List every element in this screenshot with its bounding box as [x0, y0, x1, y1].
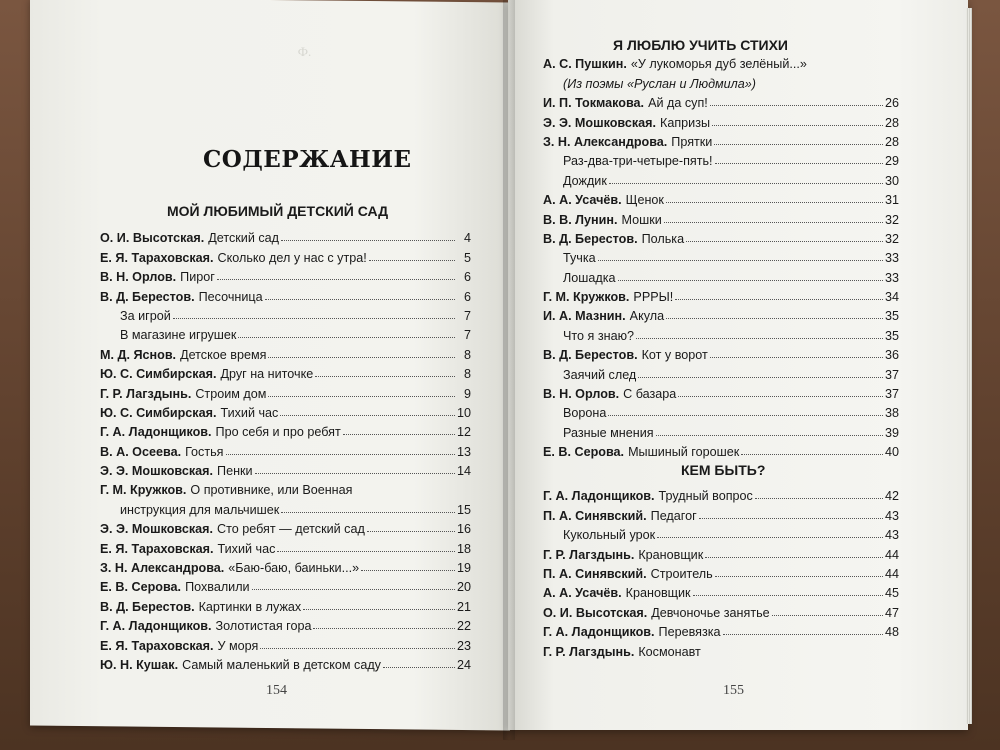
toc-page-number: 4	[463, 231, 471, 246]
dot-leader	[280, 415, 455, 416]
toc-title: Крановщик	[625, 586, 691, 601]
toc-author: А. А. Усачёв.	[543, 193, 622, 208]
dot-leader	[598, 260, 883, 261]
toc-page-number: 7	[463, 328, 471, 343]
toc-author: Г. Р. Лагздынь.	[543, 547, 635, 562]
toc-entry	[543, 562, 899, 581]
toc-entry	[543, 420, 899, 439]
toc-title: Картинки в лужах	[198, 599, 302, 614]
dot-leader	[618, 280, 883, 281]
dot-leader	[656, 435, 883, 436]
toc-title: «Баю-баю, баиньки...»	[228, 561, 360, 576]
toc-page-number: 35	[884, 309, 899, 324]
toc-page-number: 44	[884, 547, 899, 562]
toc-page-number: 44	[884, 566, 899, 581]
dot-leader	[383, 667, 455, 668]
toc-entry	[543, 304, 899, 323]
page-edges	[966, 8, 972, 724]
page-number-right: 155	[723, 683, 744, 698]
toc-page-number: 43	[884, 508, 899, 523]
toc-entry	[543, 265, 899, 284]
toc-author: Г. А. Ладонщиков.	[100, 425, 212, 440]
dot-leader	[715, 163, 883, 164]
toc-title: Самый маленький в детском саду	[182, 657, 381, 672]
toc-title: Сто ребят — детский сад	[217, 522, 365, 537]
toc-page-number: 16	[456, 522, 471, 537]
toc-entry	[100, 556, 471, 575]
toc-entry	[100, 245, 471, 264]
dot-leader	[772, 615, 883, 616]
dot-leader	[693, 595, 883, 596]
toc-page-number: 43	[884, 528, 899, 543]
toc-entry	[543, 168, 899, 187]
toc-title: Капризы	[660, 115, 711, 130]
toc-title: В магазине игрушек	[120, 328, 237, 343]
page-title: СОДЕРЖАНИЕ	[203, 146, 412, 173]
toc-title: Ворона	[563, 406, 607, 421]
toc-page-number: 6	[463, 270, 471, 285]
toc-page-number: 21	[456, 599, 471, 614]
toc-entry	[543, 484, 899, 503]
toc-page-number: 36	[884, 348, 899, 363]
toc-author: О. И. Высотская.	[100, 231, 205, 246]
toc-title: У моря	[217, 638, 259, 653]
toc-title: Лошадка	[563, 270, 616, 285]
dot-leader	[715, 576, 883, 577]
toc-title: Разные мнения	[563, 425, 654, 440]
toc-title: Кот у ворот	[641, 348, 708, 363]
dot-leader	[741, 454, 883, 455]
toc-page-number: 28	[884, 134, 899, 149]
toc-entry	[100, 633, 471, 652]
dot-leader	[226, 454, 455, 455]
toc-title: Мошки	[621, 212, 662, 227]
dot-leader	[277, 551, 455, 552]
section-title-who-to-be: КЕМ БЫТЬ?	[681, 462, 766, 478]
toc-page-number: 19	[456, 561, 471, 576]
toc-author: Г. Р. Лагздынь.	[543, 644, 635, 659]
toc-author: М. Д. Яснов.	[100, 347, 177, 362]
toc-entry	[543, 246, 899, 265]
toc-page-number: 20	[456, 580, 471, 595]
toc-entry	[543, 581, 899, 600]
dot-leader	[710, 357, 883, 358]
toc-entry	[543, 542, 899, 561]
book-spine	[503, 0, 515, 740]
toc-entry	[100, 265, 471, 284]
toc-entry	[100, 594, 471, 613]
toc-author: В. Д. Берестов.	[543, 348, 638, 363]
dot-leader	[666, 202, 883, 203]
toc-entry	[100, 342, 471, 361]
toc-author: Ю. С. Симбирская.	[100, 405, 217, 420]
toc-title: Похвалили	[185, 580, 250, 595]
toc-title: С базара	[623, 387, 677, 402]
toc-title: Космонавт	[638, 644, 701, 659]
toc-author: О. И. Высотская.	[543, 605, 648, 620]
toc-title: Трудный вопрос	[658, 489, 753, 504]
toc-page-number: 38	[884, 406, 899, 421]
toc-author: И. А. Мазнин.	[543, 309, 626, 324]
toc-title: Строитель	[650, 566, 713, 581]
toc-title: Заячий след	[563, 367, 637, 382]
toc-author: А. А. Усачёв.	[543, 586, 622, 601]
toc-page-number: 28	[884, 115, 899, 130]
toc-page-number: 13	[456, 444, 471, 459]
dot-leader	[678, 396, 883, 397]
toc-page-number: 31	[884, 193, 899, 208]
toc-entry	[543, 188, 899, 207]
dot-leader	[173, 318, 455, 319]
toc-title: Пенки	[217, 464, 253, 479]
dot-leader	[609, 183, 883, 184]
dot-leader	[260, 648, 455, 649]
toc-author: В. Д. Берестов.	[100, 289, 195, 304]
toc-title: Перевязка	[658, 625, 721, 640]
toc-page-number: 32	[884, 212, 899, 227]
toc-entry	[100, 226, 471, 245]
toc-title: Девчоночье занятье	[651, 605, 770, 620]
toc-page-number: 7	[463, 308, 471, 323]
toc-title: Про себя и про ребят	[215, 425, 341, 440]
toc-entry	[543, 620, 899, 639]
toc-entry	[543, 130, 899, 149]
dot-leader	[315, 376, 455, 377]
toc-entry	[100, 478, 471, 497]
toc-page-number: 10	[456, 405, 471, 420]
dot-leader	[361, 570, 455, 571]
toc-entry	[543, 149, 899, 168]
toc-page-number: 9	[463, 386, 471, 401]
toc-entry	[543, 52, 899, 71]
toc-entry	[100, 362, 471, 381]
toc-entry	[543, 71, 899, 90]
toc-title: Друг на ниточке	[220, 367, 314, 382]
toc-author: Е. В. Серова.	[100, 580, 182, 595]
toc-page-number: 39	[884, 425, 899, 440]
toc-entry	[543, 91, 899, 110]
dot-leader	[712, 125, 883, 126]
toc-page-number: 35	[884, 328, 899, 343]
toc-title: РРРЫ!	[633, 290, 674, 305]
dot-leader	[255, 473, 455, 474]
dot-leader	[252, 589, 455, 590]
toc-author: А. С. Пушкин.	[543, 57, 627, 72]
toc-page-number: 33	[884, 251, 899, 266]
dot-leader	[238, 337, 455, 338]
toc-page-number: 30	[884, 173, 899, 188]
toc-page-number: 42	[884, 489, 899, 504]
toc-author: И. П. Токмакова.	[543, 96, 645, 111]
toc-entry	[100, 614, 471, 633]
dot-leader	[675, 299, 883, 300]
dot-leader	[664, 222, 883, 223]
dot-leader	[217, 279, 455, 280]
toc-author: Г. А. Ладонщиков.	[543, 489, 655, 504]
toc-title: Детский сад	[208, 231, 280, 246]
show-through-text: Ф.	[297, 44, 312, 59]
toc-title: инструкция для мальчишек	[120, 502, 280, 517]
toc-author: Е. В. Серова.	[543, 445, 625, 460]
toc-entry	[100, 653, 471, 672]
toc-author: Е. Я. Тараховская.	[100, 638, 214, 653]
toc-author: Г. М. Кружков.	[100, 483, 187, 498]
toc-page-number: 12	[456, 425, 471, 440]
toc-title: Золотистая гора	[215, 619, 312, 634]
toc-page-number: 22	[456, 619, 471, 634]
toc-author: Э. Э. Мошковская.	[100, 464, 214, 479]
dot-leader	[313, 628, 455, 629]
toc-title: Мышиный горошек	[628, 445, 740, 460]
toc-entry	[543, 639, 899, 658]
section-title-poems: Я ЛЮБЛЮ УЧИТЬ СТИХИ	[613, 37, 788, 53]
dot-leader	[699, 518, 883, 519]
toc-page-number: 14	[456, 464, 471, 479]
dot-leader	[638, 377, 883, 378]
toc-page-number: 45	[884, 586, 899, 601]
toc-title: Что я знаю?	[563, 328, 635, 343]
toc-entry	[100, 420, 471, 439]
toc-author: В. Д. Берестов.	[100, 599, 195, 614]
toc-entry	[543, 503, 899, 522]
dot-leader	[723, 634, 883, 635]
toc-entry	[543, 600, 899, 619]
dot-leader	[303, 609, 455, 610]
toc-title: Кукольный урок	[563, 528, 656, 543]
toc-entry	[543, 323, 899, 342]
toc-page-number: 5	[463, 250, 471, 265]
toc-title: Щенок	[625, 193, 664, 208]
toc-author: Э. Э. Мошковская.	[100, 522, 214, 537]
toc-title: Детское время	[180, 347, 267, 362]
toc-entry	[543, 440, 899, 459]
dot-leader	[268, 396, 455, 397]
dot-leader	[705, 557, 883, 558]
dot-leader	[281, 240, 455, 241]
toc-author: Г. А. Ладонщиков.	[100, 619, 212, 634]
toc-author: Е. Я. Тараховская.	[100, 250, 214, 265]
toc-author: Г. А. Ладонщиков.	[543, 625, 655, 640]
dot-leader	[710, 105, 883, 106]
dot-leader	[608, 415, 883, 416]
toc-author: П. А. Синявский.	[543, 566, 647, 581]
toc-entry	[100, 304, 471, 323]
toc-title: Тихий час	[220, 405, 279, 420]
toc-entry	[543, 523, 899, 542]
toc-title: Педагог	[650, 508, 697, 523]
toc-title: Пирог	[180, 270, 215, 285]
toc-title: Прятки	[671, 134, 713, 149]
section-title-kindergarten: МОЙ ЛЮБИМЫЙ ДЕТСКИЙ САД	[167, 203, 389, 219]
toc-author: В. Н. Орлов.	[100, 270, 177, 285]
toc-title: (Из поэмы «Руслан и Людмила»)	[563, 76, 756, 91]
toc-title: Ай да суп!	[648, 96, 708, 111]
toc-entry	[543, 110, 899, 129]
dot-leader	[636, 338, 883, 339]
toc-entry	[543, 382, 899, 401]
toc-author: Е. Я. Тараховская.	[100, 541, 214, 556]
toc-page-number: 24	[456, 657, 471, 672]
toc-page-number: 34	[884, 290, 899, 305]
toc-title: Полька	[641, 231, 685, 246]
toc-title: Строим дом	[195, 386, 267, 401]
toc-page-number: 33	[884, 270, 899, 285]
toc-title: Крановщик	[638, 547, 704, 562]
dot-leader	[268, 357, 455, 358]
toc-entry	[543, 401, 899, 420]
toc-page-number: 8	[463, 347, 471, 362]
toc-page-number: 29	[884, 154, 899, 169]
toc-title: Тихий час	[217, 541, 276, 556]
toc-entry	[100, 575, 471, 594]
toc-page-number: 40	[884, 445, 899, 460]
toc-entry	[100, 323, 471, 342]
toc-entry	[100, 497, 471, 516]
toc-author: З. Н. Александрова.	[100, 561, 225, 576]
toc-author: В. В. Лунин.	[543, 212, 618, 227]
toc-title: Тучка	[563, 251, 596, 266]
toc-page-number: 26	[884, 96, 899, 111]
toc-list-professions	[543, 484, 899, 659]
toc-title: «У лукоморья дуб зелёный...»	[630, 57, 807, 72]
toc-page-number: 37	[884, 387, 899, 402]
dot-leader	[369, 260, 455, 261]
dot-leader	[265, 299, 455, 300]
toc-entry	[543, 343, 899, 362]
dot-leader	[666, 318, 883, 319]
toc-title: Песочница	[198, 289, 263, 304]
toc-entry	[543, 362, 899, 381]
toc-page-number: 8	[463, 367, 471, 382]
toc-page-number: 48	[884, 625, 899, 640]
toc-author: В. А. Осеева.	[100, 444, 182, 459]
toc-author: Ю. Н. Кушак.	[100, 657, 179, 672]
toc-author: Э. Э. Мошковская.	[543, 115, 657, 130]
toc-title: Раз-два-три-четыре-пять!	[563, 154, 713, 169]
page-number-left: 154	[266, 683, 287, 698]
toc-entry	[100, 401, 471, 420]
toc-title: Гостья	[185, 444, 224, 459]
toc-author: Ю. С. Симбирская.	[100, 367, 217, 382]
toc-page-number: 37	[884, 367, 899, 382]
toc-entry	[543, 285, 899, 304]
toc-author: Г. М. Кружков.	[543, 290, 630, 305]
toc-entry	[100, 536, 471, 555]
toc-title: О противнике, или Военная	[190, 483, 353, 498]
dot-leader	[281, 512, 455, 513]
toc-page-number: 15	[456, 502, 471, 517]
toc-entry	[100, 381, 471, 400]
toc-author: В. Н. Орлов.	[543, 387, 620, 402]
toc-list-left	[100, 226, 471, 672]
toc-title: За игрой	[120, 308, 171, 323]
dot-leader	[343, 434, 455, 435]
dot-leader	[755, 498, 883, 499]
toc-entry	[100, 284, 471, 303]
toc-page-number: 47	[884, 605, 899, 620]
toc-entry	[100, 517, 471, 536]
toc-entry	[543, 227, 899, 246]
toc-author: П. А. Синявский.	[543, 508, 647, 523]
toc-entry	[100, 439, 471, 458]
toc-author: З. Н. Александрова.	[543, 134, 668, 149]
toc-author: Г. Р. Лагздынь.	[100, 386, 192, 401]
dot-leader	[657, 537, 883, 538]
dot-leader	[686, 241, 883, 242]
toc-page-number: 32	[884, 231, 899, 246]
toc-entry	[100, 459, 471, 478]
toc-title: Сколько дел у нас с утра!	[217, 250, 367, 265]
toc-page-number: 18	[456, 541, 471, 556]
toc-page-number: 6	[463, 289, 471, 304]
toc-author: В. Д. Берестов.	[543, 231, 638, 246]
toc-list-poems	[543, 52, 899, 459]
dot-leader	[367, 531, 455, 532]
toc-title: Акула	[629, 309, 665, 324]
toc-title: Дождик	[563, 173, 607, 188]
toc-page-number: 23	[456, 638, 471, 653]
toc-entry	[543, 207, 899, 226]
dot-leader	[714, 144, 883, 145]
